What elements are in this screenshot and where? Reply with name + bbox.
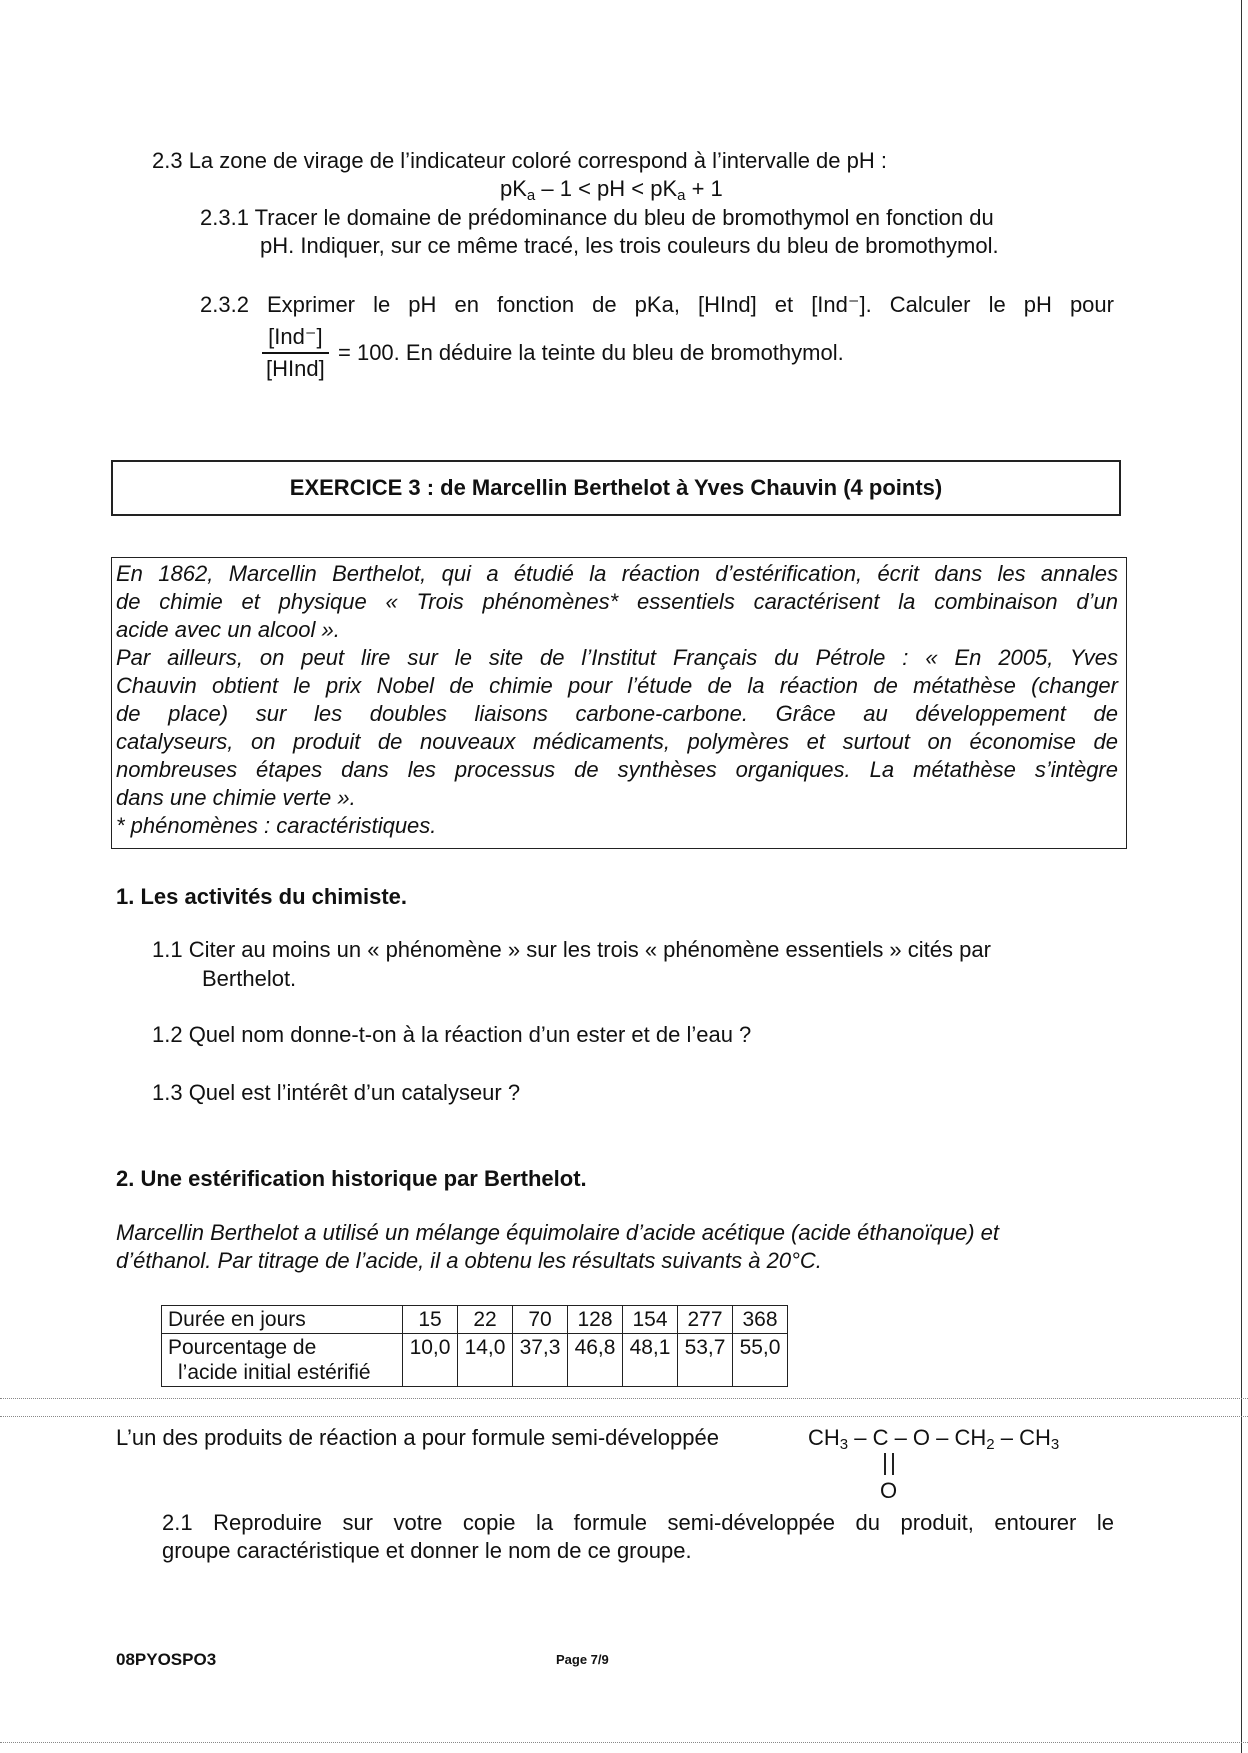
scan-dotted-line	[0, 1416, 1248, 1417]
part1-heading: 1. Les activités du chimiste.	[116, 884, 408, 909]
percent-cell: 53,7	[678, 1334, 733, 1387]
intro-line-6: de place) sur les doubles liaisons carbone-carbone. Grâce au développement de	[116, 701, 1118, 726]
day-cell: 128	[568, 1306, 623, 1334]
part2-desc-line2: d’éthanol. Par titrage de l’acide, il a obtenu les résultats suivants à 20°C.	[116, 1248, 822, 1273]
percent-cell: 37,3	[513, 1334, 568, 1387]
table-row-percent	[162, 1334, 788, 1387]
intro-footnote: * phénomènes : caractéristiques.	[116, 813, 437, 838]
intro-line-7: catalyseurs, on produit de nouveaux médicaments, polymères et surtout on économise de	[116, 729, 1118, 754]
q21-line2: groupe caractéristique et donner le nom de ce groupe.	[162, 1538, 692, 1563]
page-number: Page 7/9	[556, 1652, 609, 1667]
percent-cell: 46,8	[568, 1334, 623, 1387]
day-cell: 70	[513, 1306, 568, 1334]
fraction-denominator: [HInd]	[266, 356, 325, 381]
day-cell: 22	[458, 1306, 513, 1334]
part2-desc-line1: Marcellin Berthelot a utilisé un mélange équimolaire d’acide acétique (acide éthanoïque) et	[116, 1220, 999, 1245]
q232-line1: 2.3.2 Exprimer le pH en fonction de pKa, [HInd] et [Ind⁻]. Calculer le pH pour	[200, 292, 1114, 317]
percent-cell: 14,0	[458, 1334, 513, 1387]
q231-line1: 2.3.1 Tracer le domaine de prédominance du bleu de bromothymol en fonction du	[200, 205, 994, 230]
intro-line-9: dans une chimie verte ».	[116, 785, 356, 810]
product-text: L’un des produits de réaction a pour formule semi-développée	[116, 1425, 719, 1450]
document-code: 08PYOSPO3	[116, 1650, 217, 1669]
percent-cell: 48,1	[623, 1334, 678, 1387]
intro-line-3: acide avec un alcool ».	[116, 617, 340, 642]
intro-line-2: de chimie et physique « Trois phénomènes* essentiels caractérisent la combinaison d’un	[116, 589, 1118, 614]
percent-cell: 55,0	[733, 1334, 788, 1387]
page-edge-rule	[1241, 0, 1242, 1753]
intro-line-4: Par ailleurs, on peut lire sur le site de l’Institut Français du Pétrole : « En 2005, Yves	[116, 645, 1118, 670]
day-cell: 277	[678, 1306, 733, 1334]
q11-line2: Berthelot.	[202, 966, 297, 991]
q12: 1.2 Quel nom donne-t-on à la réaction d’un ester et de l’eau ?	[152, 1022, 752, 1047]
part2-heading: 2. Une estérification historique par Berthelot.	[116, 1166, 587, 1191]
exercise-title-box	[111, 460, 1121, 516]
pka-range-formula: $pK_a - 1$ < pH < $pK_a + 1$	[500, 176, 723, 204]
ester-formula: $CH_3$ – C – O – $CH_2 - CH_3$	[808, 1425, 1060, 1453]
intro-line-1: En 1862, Marcellin Berthelot, qui a étudié la réaction d’estérification, écrit dans les annales	[116, 561, 1118, 586]
formula-oxygen: O	[880, 1478, 898, 1503]
day-cell: 368	[733, 1306, 788, 1334]
exercise-title: EXERCICE 3 : de Marcellin Berthelot à Yves Chauvin (4 points)	[289, 475, 943, 500]
double-bond	[884, 1453, 894, 1475]
percent-cell: 10,0	[403, 1334, 458, 1387]
table-row-days	[162, 1306, 788, 1334]
intro-line-8: nombreuses étapes dans les processus de synthèses organiques. La métathèse s’intègre	[116, 757, 1118, 782]
esterification-table	[161, 1305, 788, 1387]
row-label-percent: Pourcentage de l’acide initial estérifié	[162, 1334, 403, 1387]
q23-intro: 2.3 La zone de virage de l’indicateur coloré correspond à l’intervalle de pH :	[152, 148, 887, 173]
scan-dotted-line	[0, 1742, 1248, 1743]
q231-line2: pH. Indiquer, sur ce même tracé, les trois couleurs du bleu de bromothymol.	[260, 233, 999, 258]
q21-line1: 2.1 Reproduire sur votre copie la formule semi-développée du produit, entourer le	[162, 1510, 1114, 1535]
row-label-days: Durée en jours	[162, 1306, 403, 1334]
fraction-bar	[262, 352, 329, 354]
day-cell: 154	[623, 1306, 678, 1334]
ind-over-hind-fraction	[262, 323, 329, 383]
q13: 1.3 Quel est l’intérêt d’un catalyseur ?	[152, 1080, 521, 1105]
intro-line-5: Chauvin obtient le prix Nobel de chimie pour l’étude de la réaction de métathèse (changer	[116, 673, 1118, 698]
scan-dotted-line	[0, 1398, 1248, 1399]
fraction-numerator: [Ind⁻]	[268, 324, 323, 349]
day-cell: 15	[403, 1306, 458, 1334]
q232-line2: = 100. En déduire la teinte du bleu de bromothymol.	[338, 340, 844, 365]
q11-line1: 1.1 Citer au moins un « phénomène » sur les trois « phénomène essentiels » cités par	[152, 937, 991, 962]
